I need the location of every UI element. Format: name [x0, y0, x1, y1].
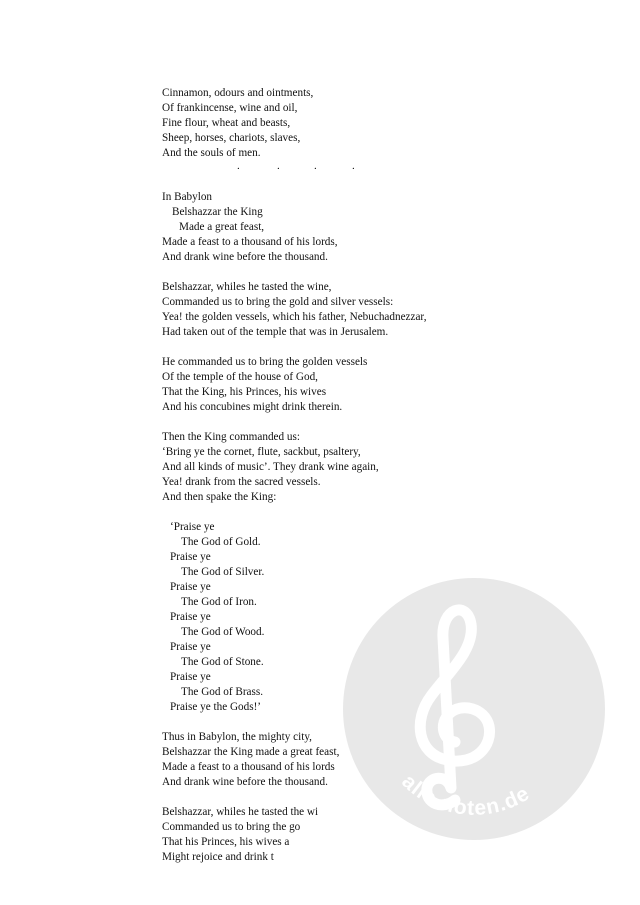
poem-line: ‘Bring ye the cornet, flute, sackbut, psaltery, — [162, 446, 361, 458]
poem-line: And all kinds of music’. They drank wine again, — [162, 461, 379, 473]
poem-line: The God of Wood. — [181, 626, 265, 638]
poem-line: Yea! drank from the sacred vessels. — [162, 476, 321, 488]
poem-line: Had taken out of the temple that was in Jerusalem. — [162, 326, 389, 338]
poem-line: Belshazzar, whiles he tasted the wi — [162, 806, 319, 818]
poem-line: ‘Praise ye — [170, 521, 215, 533]
poem-line: Thus in Babylon, the mighty city, — [162, 731, 312, 743]
poem-line: And then spake the King: — [162, 491, 277, 503]
poem-line: Belshazzar the King made a great feast, — [162, 746, 340, 758]
poem-line: Commanded us to bring the go — [162, 821, 301, 833]
poem-line: That the King, his Princes, his wives — [162, 386, 327, 398]
poem-line: Commanded us to bring the gold and silver vessels: — [162, 296, 394, 308]
poem-line: Praise ye — [170, 611, 211, 623]
poem-line: Yea! the golden vessels, which his father, Nebuchadnezzar, — [162, 311, 427, 323]
poem-line: Made a great feast, — [179, 221, 265, 233]
poem-line: Belshazzar, whiles he tasted the wine, — [162, 281, 332, 293]
poem-line: In Babylon — [162, 191, 213, 203]
separator-dot: . — [314, 160, 317, 172]
poem-line: The God of Stone. — [181, 656, 264, 668]
poem-line: Cinnamon, odours and ointments, — [162, 87, 314, 99]
stanza — [162, 190, 462, 265]
poem-line: Sheep, horses, chariots, slaves, — [162, 132, 301, 144]
separator-dot: . — [237, 160, 240, 172]
poem-line: Praise ye the Gods!’ — [170, 701, 262, 713]
poem-line: Praise ye — [170, 641, 211, 653]
poem-line: Of the temple of the house of God, — [162, 371, 318, 383]
watermark-text — [343, 578, 605, 840]
section-separator-dots — [162, 161, 462, 175]
poem-line: The God of Gold. — [181, 536, 261, 548]
poem-line: Made a feast to a thousand of his lords — [162, 761, 335, 773]
poem-line: That his Princes, his wives a — [162, 836, 290, 848]
poem-line: Fine flour, wheat and beasts, — [162, 117, 291, 129]
poem-line: And drank wine before the thousand. — [162, 776, 328, 788]
stanza — [162, 355, 462, 415]
poem-line: Might rejoice and drink t — [162, 851, 274, 863]
poem-line: Made a feast to a thousand of his lords, — [162, 236, 338, 248]
poem-line: And drank wine before the thousand. — [162, 251, 328, 263]
poem-line: Praise ye — [170, 671, 211, 683]
stanza — [162, 280, 462, 340]
poem-line: Then the King commanded us: — [162, 431, 300, 443]
poem-line: The God of Silver. — [181, 566, 265, 578]
poem-line: Belshazzar the King — [172, 206, 263, 218]
svg-text:alle-noten.de: alle-noten.de — [397, 770, 534, 821]
poem-line: He commanded us to bring the golden vessels — [162, 356, 368, 368]
separator-dot: . — [352, 160, 355, 172]
poem-line: The God of Iron. — [181, 596, 257, 608]
stanza — [162, 430, 462, 505]
separator-dot: . — [277, 160, 280, 172]
poem-line: Praise ye — [170, 581, 211, 593]
poem-line: Praise ye — [170, 551, 211, 563]
stanza — [162, 86, 462, 161]
poem-line: And his concubines might drink therein. — [162, 401, 343, 413]
poem-line: The God of Brass. — [181, 686, 264, 698]
watermark — [343, 578, 605, 840]
poem-line: Of frankincense, wine and oil, — [162, 102, 298, 114]
poem-line: And the souls of men. — [162, 147, 261, 159]
